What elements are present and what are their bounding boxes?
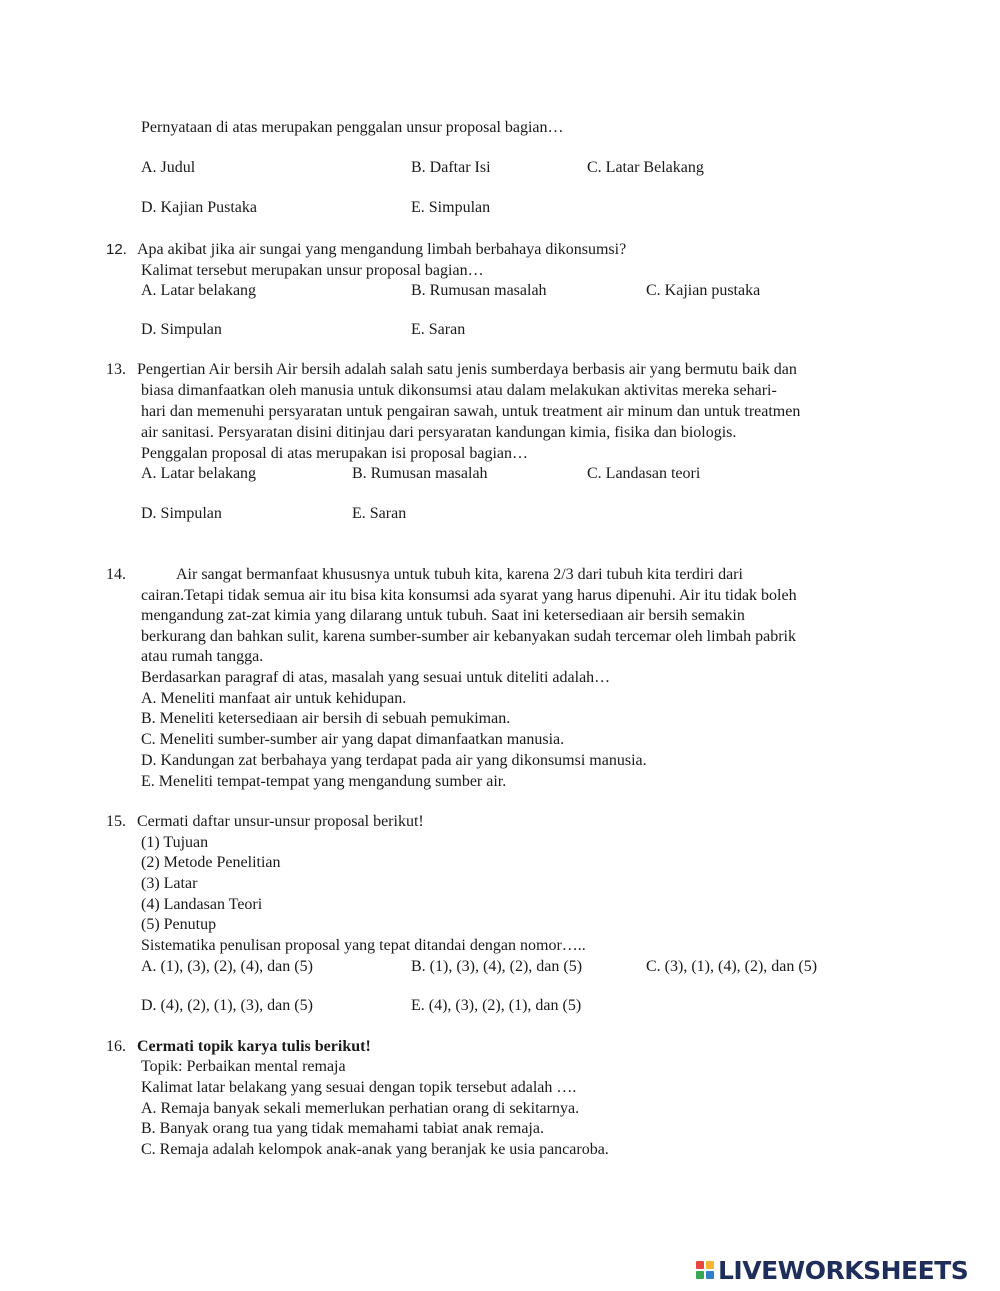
logo-text: LIVEWORKSHEETS — [718, 1255, 969, 1285]
option-e: E. Meneliti tempat-tempat yang mengandung sumber air. — [141, 773, 507, 790]
option-b: B. Banyak orang tua yang tidak memahami tabiat anak remaja. — [141, 1120, 544, 1137]
question-prompt: Berdasarkan paragraf di atas, masalah yang sesuai untuk diteliti adalah… — [141, 669, 611, 686]
question-prompt: Kalimat tersebut merupakan unsur proposal bagian… — [141, 262, 484, 279]
passage-line: Pengertian Air bersih Air bersih adalah salah satu jenis sumberdaya berbasis air yang bermutu baik dan — [137, 361, 797, 378]
option-a: A. Meneliti manfaat air untuk kehidupan. — [141, 690, 407, 707]
passage-line: mengandung zat-zat kimia yang dilarang untuk tubuh. Saat ini ketersediaan air bersih semakin — [141, 607, 745, 624]
option-b: B. Meneliti ketersediaan air bersih di sebuah pemukiman. — [141, 710, 511, 727]
list-item: (2) Metode Penelitian — [141, 854, 281, 871]
option-c: C. Latar Belakang — [587, 159, 704, 176]
option-e: E. Saran — [411, 321, 466, 338]
passage-line: biasa dimanfaatkan oleh manusia untuk dikonsumsi atau dalam melakukan aktivitas mereka sehari- — [141, 382, 777, 399]
option-b: B. Daftar Isi — [411, 159, 491, 176]
question-number: 15. — [106, 813, 126, 830]
question-number: 16. — [106, 1038, 126, 1055]
option-c: C. Kajian pustaka — [646, 282, 761, 299]
question-prompt: Penggalan proposal di atas merupakan isi proposal bagian… — [141, 445, 529, 462]
option-a: A. Judul — [141, 159, 196, 176]
option-d: D. Kandungan zat berbahaya yang terdapat pada air yang dikonsumsi manusia. — [141, 752, 647, 769]
option-d: D. (4), (2), (1), (3), dan (5) — [141, 997, 313, 1014]
list-item: (4) Landasan Teori — [141, 896, 263, 913]
option-d: D. Simpulan — [141, 321, 222, 338]
question-number: 14. — [106, 566, 126, 583]
question-text: Cermati topik karya tulis berikut! — [137, 1038, 371, 1055]
option-a: A. Latar belakang — [141, 282, 257, 299]
question-prompt: Sistematika penulisan proposal yang tepat ditandai dengan nomor….. — [141, 937, 586, 954]
passage-line: hari dan memenuhi persyaratan untuk pengairan sawah, untuk treatment air minum dan untuk treatmen — [141, 403, 801, 420]
passage-line: cairan.Tetapi tidak semua air itu bisa kita konsumsi ada syarat yang harus dipenuhi. Air itu tidak boleh — [141, 587, 797, 604]
list-item: (1) Tujuan — [141, 834, 209, 851]
option-e: E. (4), (3), (2), (1), dan (5) — [411, 997, 582, 1014]
question-text: Apa akibat jika air sungai yang mengandung limbah berbahaya dikonsumsi? — [137, 241, 627, 258]
option-b: B. Rumusan masalah — [352, 465, 488, 482]
list-item: (5) Penutup — [141, 916, 217, 933]
option-d: D. Kajian Pustaka — [141, 199, 257, 216]
option-c: C. Remaja adalah kelompok anak-anak yang beranjak ke usia pancaroba. — [141, 1141, 609, 1158]
logo-mark-icon — [696, 1261, 714, 1279]
question-number: 12. — [106, 241, 127, 258]
liveworksheets-logo — [696, 1256, 968, 1284]
option-b: B. Rumusan masalah — [411, 282, 547, 299]
question-text: Cermati daftar unsur-unsur proposal berikut! — [137, 813, 424, 830]
option-e: E. Simpulan — [411, 199, 491, 216]
question-number: 13. — [106, 361, 126, 378]
topic-line: Topik: Perbaikan mental remaja — [141, 1058, 346, 1075]
option-c: C. Meneliti sumber-sumber air yang dapat dimanfaatkan manusia. — [141, 731, 565, 748]
passage-line: berkurang dan bahkan sulit, karena sumber-sumber air kebanyakan sudah tercemar oleh limbah pabrik — [141, 628, 796, 645]
option-c: C. (3), (1), (4), (2), dan (5) — [646, 958, 818, 975]
option-a: A. Latar belakang — [141, 465, 257, 482]
option-d: D. Simpulan — [141, 505, 222, 522]
option-e: E. Saran — [352, 505, 407, 522]
option-a: A. Remaja banyak sekali memerlukan perhatian orang di sekitarnya. — [141, 1100, 580, 1117]
list-item: (3) Latar — [141, 875, 198, 892]
passage-line: atau rumah tangga. — [141, 648, 264, 665]
question-prompt: Kalimat latar belakang yang sesuai dengan topik tersebut adalah …. — [141, 1079, 577, 1096]
passage-line: Air sangat bermanfaat khususnya untuk tubuh kita, karena 2/3 dari tubuh kita terdiri dari — [176, 566, 743, 583]
option-a: A. (1), (3), (2), (4), dan (5) — [141, 958, 313, 975]
option-c: C. Landasan teori — [587, 465, 701, 482]
option-b: B. (1), (3), (4), (2), dan (5) — [411, 958, 583, 975]
intro-text: Pernyataan di atas merupakan penggalan unsur proposal bagian… — [141, 119, 564, 136]
passage-line: air sanitasi. Persyaratan disini ditinjau dari persyaratan kandungan kimia, fisika dan biologis. — [141, 424, 737, 441]
